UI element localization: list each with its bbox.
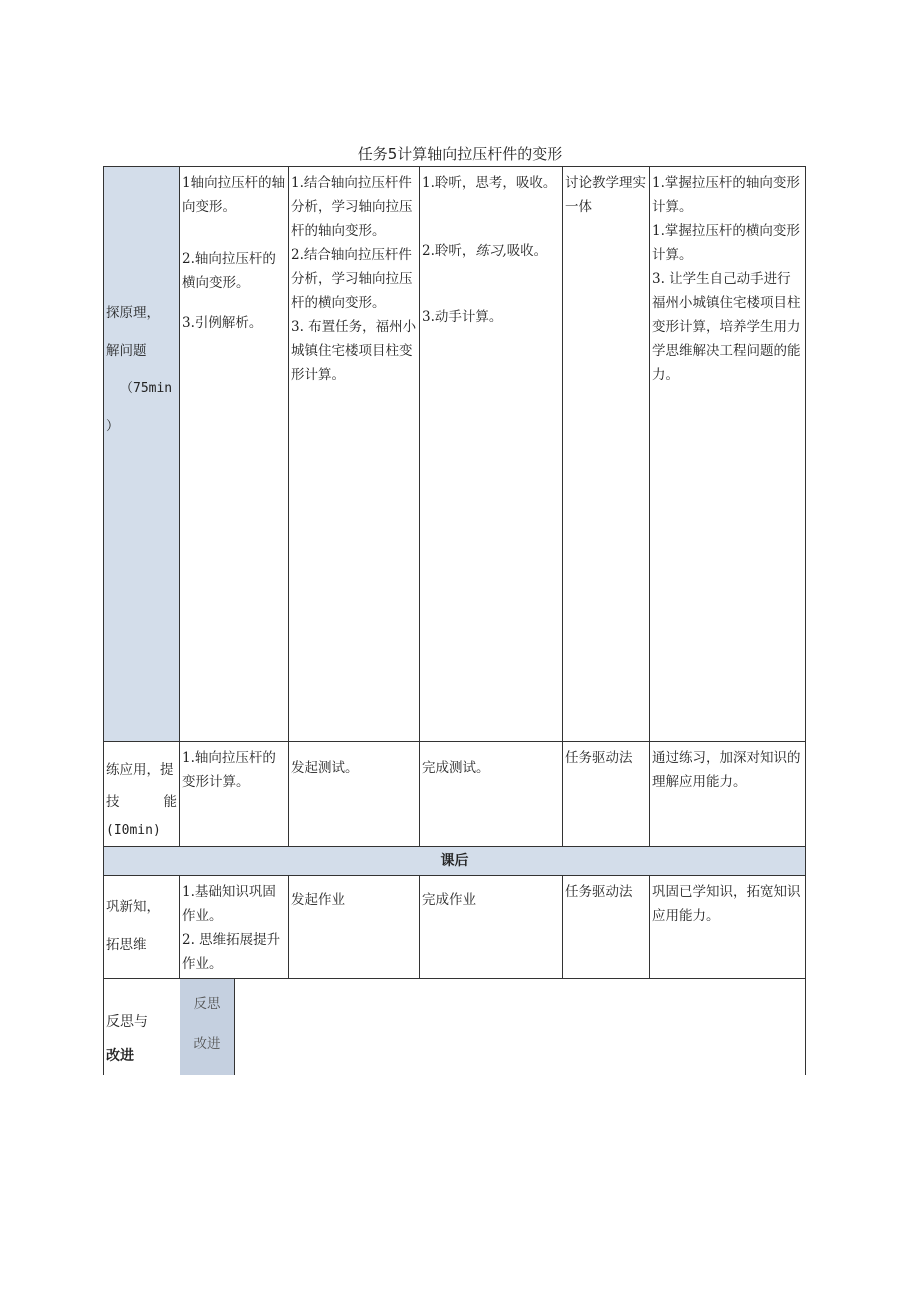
teacher-item: 1.结合轴向拉压杆件分析，学习轴向拉压杆的轴向变形。 [291, 175, 413, 239]
stage-cell-explore [104, 167, 180, 742]
student-item-part: 吸收。 [506, 243, 548, 259]
content-item: 2. 思维拓展提升作业。 [182, 932, 281, 972]
reflection-label-2: 改进 [106, 1048, 134, 1064]
content-item: 2.轴向拉压杆的横向变形。 [182, 251, 276, 291]
table-row-explore [104, 167, 806, 742]
reflection-label [106, 1005, 148, 1073]
reflection-box-2: 改进 [193, 1036, 221, 1052]
goal-item: 3. 让学生自己动手进行福州小城镇住宅楼项目柱变形计算，培养学生用力学思维解决工程问题的能力。 [652, 271, 801, 383]
goals-cell-consolidate: 巩固已学知识，拓宽知识应用能力。 [650, 876, 806, 979]
stage-cell-consolidate [104, 876, 180, 979]
goal-item: 1.掌握拉压杆的横向变形计算。 [652, 223, 800, 263]
after-class-banner: 课后 [104, 847, 806, 876]
stage-time-practice: (I0min) [106, 823, 161, 838]
stage-label-explore-1: 探原理， [106, 305, 160, 321]
student-item-part: 2.聆听， [422, 243, 476, 259]
page-title: 任务5计算轴向拉压杆件的变形 [357, 145, 563, 163]
table-row-consolidate [104, 876, 806, 979]
method-cell-consolidate: 任务驱动法 [563, 876, 650, 979]
stage-cell-practice [104, 742, 180, 847]
method-cell-explore: 讨论教学理实一体 [563, 167, 650, 742]
table-row-practice [104, 742, 806, 847]
content-item: 1轴向拉压杆的轴向变形。 [182, 175, 286, 215]
goal-item: 1.掌握拉压杆的轴向变形计算。 [652, 175, 800, 215]
reflection-box-1: 反思 [193, 996, 221, 1012]
reflection-label-1: 反思与 [106, 1014, 148, 1030]
table-row-after-class [104, 847, 806, 876]
student-item [422, 239, 560, 263]
stage-label-consolidate-1: 巩新知， [106, 899, 160, 915]
content-cell-consolidate [180, 876, 289, 979]
teacher-cell-explore [289, 167, 420, 742]
goals-cell-practice: 通过练习，加深对知识的理解应用能力。 [650, 742, 806, 847]
student-item: 1.聆听，思考，吸收。 [422, 175, 557, 191]
student-cell-explore [420, 167, 563, 742]
lesson-plan-table [103, 166, 806, 1075]
content-item: 3.引例解析。 [182, 315, 263, 331]
stage-time-explore-end: ） [106, 419, 120, 434]
teacher-item: 3. 布置任务，福州小城镇住宅楼项目柱变形计算。 [291, 319, 417, 383]
student-cell-consolidate: 完成作业 [420, 876, 563, 979]
content-item: 1.基础知识巩固作业。 [182, 884, 276, 924]
student-item: 3.动手计算。 [422, 309, 503, 325]
content-cell-explore [180, 167, 289, 742]
table-row-reflection [104, 979, 806, 1076]
teacher-item: 2.结合轴向拉压杆件分析，学习轴向拉压杆的横向变形。 [291, 247, 413, 311]
reflection-box [180, 979, 235, 1075]
content-cell-practice: 1.轴向拉压杆的变形计算。 [180, 742, 289, 847]
stage-label-consolidate-2: 拓思维 [106, 937, 147, 953]
method-cell-practice: 任务驱动法 [563, 742, 650, 847]
student-cell-practice: 完成测试。 [420, 742, 563, 847]
teacher-cell-consolidate: 发起作业 [289, 876, 420, 979]
stage-label-practice-1: 练应用，提 [106, 762, 174, 778]
goals-cell-explore [650, 167, 806, 742]
reflection-cell [104, 979, 806, 1076]
teacher-cell-practice: 发起测试。 [289, 742, 420, 847]
stage-label-explore-2: 解问题 [106, 343, 147, 359]
stage-label-practice-2: 技能 [106, 794, 177, 810]
student-item-part: 练习, [475, 243, 507, 259]
stage-time-explore: （75min [120, 381, 173, 396]
